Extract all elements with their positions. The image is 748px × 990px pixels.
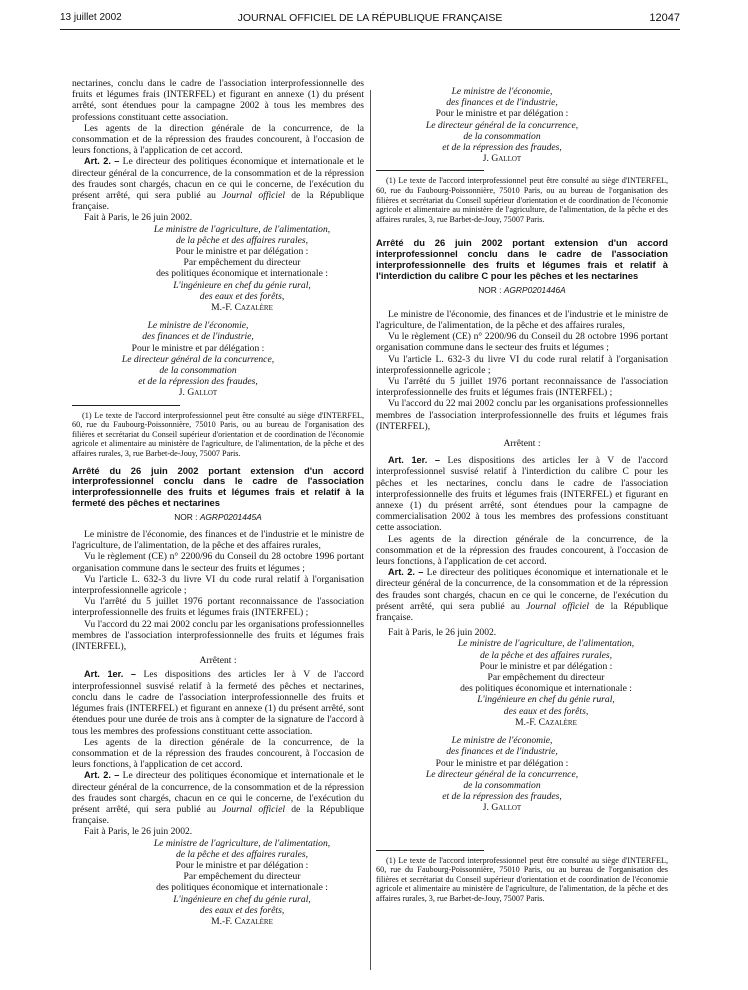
fait-a-paris: Fait à Paris, le 26 juin 2002. <box>388 627 497 639</box>
role-line: Le directeur général de la concurrence, <box>425 768 579 780</box>
column-divider <box>370 90 371 970</box>
article-1 <box>72 669 364 736</box>
signatory-name: J. Gallot <box>482 153 522 165</box>
article-2 <box>72 770 364 826</box>
arretent: Arrêtent : <box>199 655 237 667</box>
article-label: Art. 2. – <box>84 770 120 781</box>
visa: Vu l'arrêté du 5 juillet 1976 portant reconnaissance de l'association interprofessionnelle des fruits et légumes frais (INTERFEL) ; <box>376 376 668 399</box>
journal-ref: Journal officiel <box>222 190 285 202</box>
role-line: des eaux et des forêts, <box>199 904 285 916</box>
article-1 <box>376 455 668 533</box>
article-label: Art. 2. – <box>84 156 120 167</box>
paragraph: Le ministre de l'économie, des finances et de l'industrie et le ministre de l'agriculture, de l'alimentation, de la pêche et des affaires rurales, <box>72 529 364 552</box>
delegation-line: des politiques économique et internationale : <box>156 268 328 280</box>
signatory-line: Le ministre de l'agriculture, de l'alimentation, <box>153 837 331 849</box>
article-2 <box>72 156 364 212</box>
journal-ref: Journal officiel <box>222 803 285 815</box>
delegation-line: Pour le ministre et par délégation : <box>175 859 309 871</box>
nor-code: AGRP0201445A <box>199 511 262 522</box>
article-text: Le directeur des politiques économique et internationale et le directeur général de la concurrence, de la consommation et de la répression des fraudes sont chargés, chacun en ce qui le concerne, de l'exécution du présent arrêté, qui sera publié au <box>72 770 364 815</box>
delegation-line: des politiques économique et internationale : <box>460 683 632 695</box>
delegation-line: Pour le ministre et par délégation : <box>435 757 569 769</box>
signatory-name: M.-F. Cazalère <box>211 302 273 314</box>
article-label: Art. 1er. – <box>388 455 441 466</box>
signature-block <box>72 838 364 928</box>
delegation-line: Par empêchement du directeur <box>183 871 301 883</box>
signatory-line: de la pêche et des affaires rurales, <box>175 848 309 860</box>
arretent: Arrêtent : <box>503 438 541 450</box>
left-column <box>72 78 364 927</box>
signatory-name: M.-F. Cazalère <box>515 716 577 728</box>
visa: Vu l'accord du 22 mai 2002 conclu par les organisations professionnelles membres de l'association interprofessionnelle des fruits et légumes frais (INTERFEL), <box>376 398 668 432</box>
delegation-line: Pour le ministre et par délégation : <box>479 660 613 672</box>
paragraph: Les agents de la direction générale de la concurrence, de la consommation et de la répression des fraudes concourent, à l'occasion de leurs fonctions, à l'application de cet accord. <box>72 122 364 157</box>
signatory-line: Le ministre de l'économie, <box>451 86 553 97</box>
article-label: Art. 2. – <box>388 567 424 578</box>
nor-code: AGRP0201446A <box>503 284 566 295</box>
article-text: Les dispositions des articles Ier à V de l'accord interprofessionnel susvisé relatif à la fermeté des pêches et nectarines, conclu dans le cadre de l'association interprofessionnelle des fruits et légumes frais (INTERFEL) et figurant en annexe (1) du présent arrêté, sont étendues pour une durée de trois ans à compter de la signature de l'accord à tous les membres des professions constituant cette association. <box>72 669 364 737</box>
article-text: de la République française. <box>376 600 668 624</box>
role-line: L'ingénieure en chef du génie rural, <box>477 694 615 706</box>
role-line: de la consommation <box>463 779 541 791</box>
decree-title: Arrêté du 26 juin 2002 portant extension d'un accord interprofessionnel conclu dans le cadre de l'association interprofessionnelle des fruits et légumes frais et relatif à la fermeté des pêches et nectarines <box>72 464 364 509</box>
signatory-line: de la pêche et des affaires rurales, <box>479 649 613 661</box>
role-line: de la consommation <box>463 130 541 142</box>
article-text: Le directeur des politiques économique et internationale et le directeur général de la concurrence, de la consommation et de la répression des fraudes sont chargés, chacun en ce qui le concerne, de l'exécution du présent arrêté, qui sera publié au <box>376 567 668 612</box>
article-text: de la République française. <box>72 190 364 213</box>
delegation-line: Pour le ministre et par délégation : <box>131 342 265 354</box>
visa: Vu l'arrêté du 5 juillet 1976 portant reconnaissance de l'association interprofessionnelle des fruits et légumes frais (INTERFEL) ; <box>72 596 364 619</box>
signatory-line: Le ministre de l'agriculture, de l'alimentation, <box>457 638 635 650</box>
fait-a-paris: Fait à Paris, le 26 juin 2002. <box>84 826 193 838</box>
journal-ref: Journal officiel <box>526 600 589 612</box>
header-rule <box>60 29 680 30</box>
footnote-rule <box>376 170 484 171</box>
visa: Vu l'article L. 632-3 du livre VI du code rural relatif à l'organisation interprofessionnelle agricole ; <box>72 573 364 597</box>
visa: Vu le règlement (CE) n° 2200/96 du Conseil du 28 octobre 1996 portant organisation commune dans le secteur des fruits et légumes ; <box>72 551 364 574</box>
delegation-line: des politiques économique et internationale : <box>156 882 328 894</box>
paragraph: Le ministre de l'économie, des finances et de l'industrie et le ministre de l'agriculture, de l'alimentation, de la pêche et des affaires rurales, <box>376 308 668 331</box>
signature-block <box>72 320 364 398</box>
delegation-line: Pour le ministre et par délégation : <box>175 246 309 258</box>
paragraph: Les agents de la direction générale de la concurrence, de la consommation et de la répression des fraudes concourent, à l'occasion de leurs fonctions, à l'application de cet accord. <box>72 736 364 771</box>
role-line: des eaux et des forêts, <box>199 290 285 302</box>
role-line: et de la répression des fraudes, <box>442 142 562 154</box>
signature-block <box>376 86 668 164</box>
signatory-line: de la pêche et des affaires rurales, <box>175 234 309 246</box>
signatory-name: J. Gallot <box>178 387 218 399</box>
signature-block <box>376 735 668 813</box>
role-line: Le directeur général de la concurrence, <box>425 119 579 131</box>
signatory-line: des finances et de l'industrie, <box>446 746 558 758</box>
footnote-rule <box>376 850 484 851</box>
article-text: de la République française. <box>72 803 364 827</box>
signatory-line: des finances et de l'industrie, <box>446 97 558 109</box>
delegation-line: Pour le ministre et par délégation : <box>435 108 569 120</box>
decree-title: Arrêté du 26 juin 2002 portant extension d'un accord interprofessionnel conclu dans le cadre de l'association interprofessionnelle des fruits et légumes frais et relatif à l'interdiction du calibre C pour les pêches et les nectarines <box>376 237 668 281</box>
paragraph: Les agents de la direction générale de la concurrence, de la consommation et de la répression des fraudes concourent, à l'occasion de leurs fonctions, à l'application de cet accord. <box>376 533 668 568</box>
visa: Vu l'accord du 22 mai 2002 conclu par les organisations professionnelles membres de l'association interprofessionnelle des fruits et légumes frais (INTERFEL), <box>72 618 364 653</box>
signatory-name: J. Gallot <box>482 802 522 814</box>
footnote-rule <box>72 405 180 406</box>
nor-reference <box>72 512 364 523</box>
role-line: L'ingénieure en chef du génie rural, <box>173 279 311 291</box>
nor-reference <box>376 285 668 296</box>
role-line: L'ingénieure en chef du génie rural, <box>173 893 311 905</box>
right-column <box>376 86 668 903</box>
signature-block <box>72 224 364 314</box>
issue-date: 13 juillet 2002 <box>60 12 122 23</box>
page-header <box>60 12 680 28</box>
signatory-line: des finances et de l'industrie, <box>142 331 254 343</box>
signature-block <box>376 638 668 728</box>
role-line: et de la répression des fraudes, <box>138 376 258 388</box>
footnote: (1) Le texte de l'accord interprofessionnel peut être consulté au siège d'INTERFEL, 60, rue du Faubourg-Poissonnière, 75010 Paris, ou au bureau de l'organisation des filières et secrétariat du Conseil supérieur d'orientation et de coordination de l'économie agricole et alimentaire au ministère de l'agriculture, de l'alimentation, de la pêche et des affaires rurales, 3, rue Barbet-de-Jouy, 75007 Paris. <box>376 176 668 224</box>
delegation-line: Par empêchement du directeur <box>487 672 605 684</box>
signatory-line: Le ministre de l'économie, <box>451 735 553 747</box>
page-number: 12047 <box>649 12 680 24</box>
role-line: et de la répression des fraudes, <box>442 791 562 803</box>
footnote: (1) Le texte de l'accord interprofessionnel peut être consulté au siège d'INTERFEL, 60, rue du Faubourg-Poissonnière, 75010 Paris, ou au bureau de l'organisation des filières et secrétariat du Conseil supérieur d'orientation et de coordination de l'économie agricole et alimentaire au ministère de l'agriculture, de l'alimentation, de la pêche et des affaires rurales, 3, rue Barbet-de-Jouy, 75007 Paris. <box>72 410 364 459</box>
role-line: Le directeur général de la concurrence, <box>121 353 275 365</box>
nor-label: NOR : <box>174 511 200 522</box>
fait-a-paris: Fait à Paris, le 26 juin 2002. <box>84 212 193 224</box>
article-text: Le directeur des politiques économique et internationale et le directeur général de la concurrence, de la consommation et de la répression des fraudes sont chargés, chacun en ce qui le concerne, de l'exécution du présent arrêté, qui sera publié au <box>72 156 364 202</box>
role-line: des eaux et des forêts, <box>503 705 589 717</box>
signatory-line: Le ministre de l'économie, <box>147 320 249 332</box>
visa: Vu le règlement (CE) n° 2200/96 du Conseil du 28 octobre 1996 portant organisation commune dans le secteur des fruits et légumes ; <box>376 331 668 354</box>
role-line: de la consommation <box>159 365 237 377</box>
visa: Vu l'article L. 632-3 du livre VI du code rural relatif à l'organisation interprofessionnelle agricole ; <box>376 353 668 376</box>
nor-label: NOR : <box>478 284 504 295</box>
article-2 <box>376 567 668 623</box>
delegation-line: Par empêchement du directeur <box>183 257 301 269</box>
journal-title: JOURNAL OFFICIEL DE LA RÉPUBLIQUE FRANÇAISE <box>237 12 503 24</box>
footnote: (1) Le texte de l'accord interprofessionnel peut être consulté au siège d'INTERFEL, 60, rue du Faubourg-Poissonnière, 75010 Paris, ou au bureau de l'organisation des filières et secrétariat du Conseil supérieur d'orientation et de coordination de l'économie agricole et alimentaire au ministère de l'agriculture, de l'alimentation, de la pêche et des affaires rurales, 3, rue Barbet-de-Jouy, 75007 Paris. <box>376 855 668 903</box>
signatory-name: M.-F. Cazalère <box>211 915 273 927</box>
article-label: Art. 1er. – <box>84 669 137 680</box>
article-text: Les dispositions des articles Ier à V de l'accord interprofessionnel susvisé relatif à l'interdiction du calibre C pour les pêches et les nectarines, conclu dans le cadre de l'association interprofessionnelle des fruits et légumes frais (INTERFEL) et figurant en annexe (1) du présent arrêté, sont étendues pour la campagne de commercialisation 2002 à tous les membres des professions constituant cette association. <box>376 455 668 534</box>
paragraph: nectarines, conclu dans le cadre de l'association interprofessionnelle des fruits et légumes frais (INTERFEL) et figurant en annexe (1) du présent arrêté, sont étendues pour la campagne 2002 à tous les membres des professions constituant cette association. <box>72 78 364 123</box>
signatory-line: Le ministre de l'agriculture, de l'alimentation, <box>153 223 331 235</box>
